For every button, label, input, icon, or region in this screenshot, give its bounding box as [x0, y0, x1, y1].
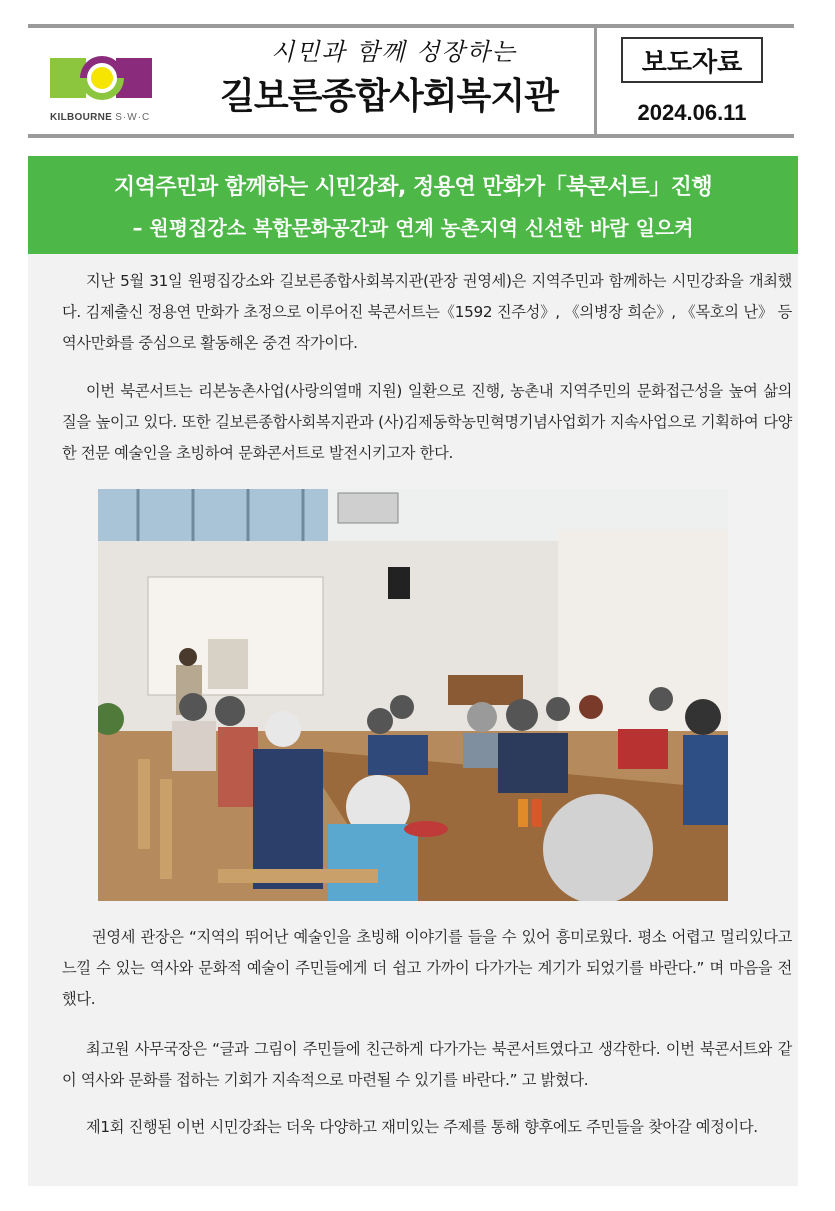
headline-banner — [28, 156, 798, 254]
paragraph-1: 지난 5월 31일 원평집강소와 길보른종합사회복지관(관장 권영세)은 지역주민과 함께하는 시민강좌을 개최했다. 김제출신 정용연 만화가 초정으로 이루어진 북콘서트는《1592 진주성》, 《의병장 희순》, 《목호의 난》 등 역사만화를 중심으로 활동해온 중견 작가이다. — [62, 272, 792, 352]
org-name: 길보른종합사회복지관 — [220, 76, 558, 117]
header-divider — [594, 28, 597, 134]
paragraph-3: 권영세 관장은 “지역의 뛰어난 예술인을 초빙해 이야기를 들을 수 있어 흥미로웠다. 평소 어렵고 멀리있다고 느낄 수 있는 역사와 문화적 예술이 주민들에게 더 쉽고 가까이 다가가는 계기가 되었기를 바란다.” 며 마음을 전했다. — [62, 928, 792, 1008]
paragraph-2: 이번 북콘서트는 리본농촌사업(사랑의열매 지원) 일환으로 진행, 농촌내 지역주민의 문화접근성을 높여 삶의 질을 높이고 있다. 또한 길보른종합사회복지관과 (사)김제동학농민혁명기념사업회가 지속사업으로 기획하여 다양한 전문 예술인을 초빙하여 문화콘서트로 발전시키고자 한다. — [62, 382, 792, 462]
press-release-label: 보도자료 — [621, 37, 763, 83]
logo-caption — [50, 112, 150, 123]
release-date: 2024.06.11 — [637, 100, 747, 125]
header-bottom-rule — [28, 134, 794, 138]
paragraph-5: 제1회 진행된 이번 시민강좌는 더욱 다양하고 재미있는 주제를 통해 향후에도 주민들을 찾아갈 예정이다. — [86, 1118, 758, 1136]
header-top-rule — [28, 24, 794, 28]
paragraph-4: 최고원 사무국장은 “글과 그림이 주민들에 친근하게 다가가는 북콘서트였다고 생각한다. 이번 북콘서트와 같이 역사와 문화를 접하는 기회가 지속적으로 마련될 수 있기를 바란다.” 고 밝혔다. — [62, 1040, 792, 1089]
subheadline: – 원평집강소 복합문화공간과 연계 농촌지역 신선한 바람 일으켜 — [132, 216, 694, 240]
headline: 지역주민과 함께하는 시민강좌, 정용연 만화가「북콘서트」진행 — [113, 175, 713, 200]
logo-sub: S·W·C — [115, 112, 151, 123]
logo-name: KILBOURNE — [50, 112, 113, 123]
article-body — [28, 254, 798, 1186]
event-photo-illustration — [98, 489, 728, 901]
header — [28, 24, 794, 140]
slogan: 시민과 함께 성장하는 — [271, 38, 517, 66]
event-photo — [98, 489, 728, 901]
